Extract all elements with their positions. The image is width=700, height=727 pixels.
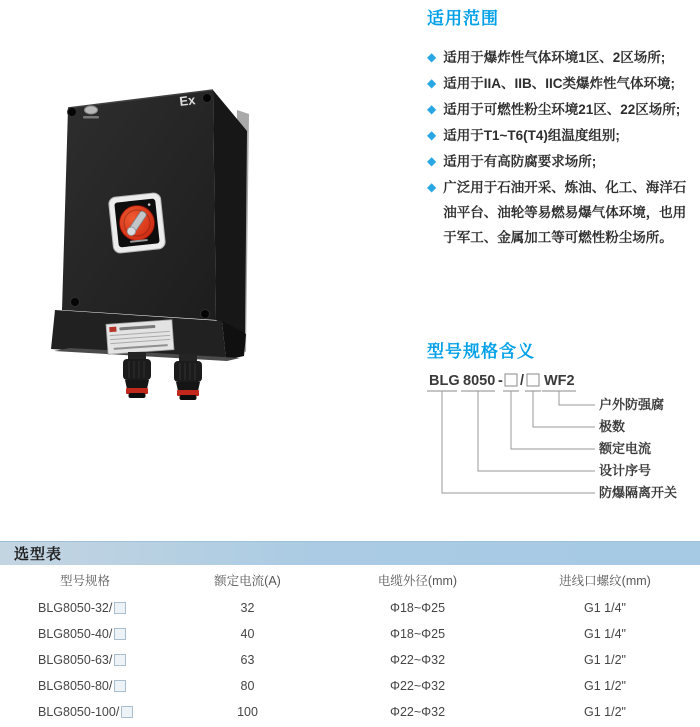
diamond-bullet-icon: ◆ <box>427 180 437 194</box>
scope-item-text: 适用于有高防腐要求场所; <box>443 154 597 169</box>
scope-item-text: 适用于爆炸性气体环境1区、2区场所; <box>443 50 666 65</box>
cable-gland-left <box>123 352 151 398</box>
model-text: BLG8050-63/ <box>38 653 113 667</box>
diagram-label-outdoor-anticorrosion: 户外防强腐 <box>599 397 665 412</box>
scope-item <box>427 97 699 122</box>
spec-table <box>0 565 700 725</box>
scope-item <box>427 71 699 96</box>
model-suffix: WF2 <box>544 373 575 389</box>
table-cell-current: 40 <box>240 627 255 641</box>
model-meaning-title: 型号规格含义 <box>427 342 535 361</box>
enclosure-side <box>213 90 247 334</box>
model-text: BLG8050-100/ <box>38 705 120 719</box>
placeholder-box-poles <box>527 374 539 386</box>
table-row-model <box>0 621 170 647</box>
scope-section <box>427 8 699 251</box>
model-text: BLG8050-32/ <box>38 601 113 615</box>
model-series: 8050 <box>463 373 496 389</box>
table-cell-current: 63 <box>240 653 255 667</box>
nameplate <box>106 320 174 355</box>
scope-item-text: 适用于可燃性粉尘环境21区、22区场所; <box>443 102 681 117</box>
diamond-bullet-icon: ◆ <box>427 50 437 64</box>
rotary-switch-panel <box>108 192 166 253</box>
model-dash: - <box>498 373 503 389</box>
diagram-label-poles: 极数 <box>599 419 626 434</box>
selection-table-header-bar <box>0 541 700 565</box>
placeholder-box <box>114 602 126 614</box>
model-breakdown-diagram <box>427 367 700 509</box>
placeholder-box <box>121 706 133 718</box>
diagram-label-switch-type: 防爆隔离开关 <box>599 485 678 500</box>
table-cell-thread: G1 1/4" <box>584 601 626 615</box>
scope-item <box>427 149 699 174</box>
table-cell-current: 32 <box>240 601 255 615</box>
scope-item <box>427 175 699 250</box>
scope-item-text: 广泛用于石油开采、炼油、化工、海洋石油平台、油轮等易燃易爆气体环境，也用于军工、金属加工等可燃性粉尘场所。 <box>443 180 687 245</box>
col-header-current: 额定电流(A) <box>214 574 281 588</box>
table-cell-thread: G1 1/2" <box>584 653 626 667</box>
model-text: BLG8050-80/ <box>38 679 113 693</box>
table-cell-cable: Φ18~Φ25 <box>389 627 446 641</box>
table-row-model <box>0 673 170 699</box>
ex-marking: Ex <box>178 92 197 109</box>
col-header-cable: 电缆外径(mm) <box>377 574 458 588</box>
explosion-proof-switch-illustration <box>30 60 370 480</box>
placeholder-box <box>114 680 126 692</box>
scope-item <box>427 123 699 148</box>
model-meaning-section <box>427 341 700 509</box>
table-cell-thread: G1 1/2" <box>584 679 626 693</box>
table-cell-cable: Φ22~Φ32 <box>389 653 446 667</box>
model-slash: / <box>520 373 525 389</box>
placeholder-box <box>114 628 126 640</box>
table-row-model <box>0 595 170 621</box>
col-header-model: 型号规格 <box>59 574 110 588</box>
model-text: BLG8050-40/ <box>38 627 113 641</box>
diagram-label-rated-current: 额定电流 <box>599 441 652 456</box>
diamond-bullet-icon: ◆ <box>427 76 437 90</box>
table-cell-thread: G1 1/2" <box>584 705 626 719</box>
col-header-thread: 进线口螺纹(mm) <box>559 574 651 588</box>
diamond-bullet-icon: ◆ <box>427 128 437 142</box>
table-cell-thread: G1 1/4" <box>584 627 626 641</box>
table-cell-current: 100 <box>237 705 258 719</box>
diamond-bullet-icon: ◆ <box>427 154 437 168</box>
placeholder-box-current <box>505 374 517 386</box>
table-cell-cable: Φ22~Φ32 <box>389 679 446 693</box>
cable-gland-right <box>174 354 202 400</box>
scope-item <box>427 45 699 70</box>
selection-table-section <box>0 541 700 725</box>
table-row-model <box>0 699 170 725</box>
selection-table-title: 选型表 <box>14 546 63 563</box>
table-cell-cable: Φ22~Φ32 <box>389 705 446 719</box>
diagram-label-design-serial: 设计序号 <box>599 463 652 478</box>
table-cell-current: 80 <box>240 679 255 693</box>
product-photo <box>30 60 370 480</box>
diamond-bullet-icon: ◆ <box>427 102 437 116</box>
placeholder-box <box>114 654 126 666</box>
brand-logo-icon <box>83 106 99 119</box>
table-row-model <box>0 647 170 673</box>
scope-item-text: 适用于IIA、IIB、IIC类爆炸性气体环境; <box>443 76 675 91</box>
scope-item-text: 适用于T1~T6(T4)组温度组别; <box>443 128 620 143</box>
model-prefix: BLG <box>429 373 460 389</box>
scope-title: 适用范围 <box>427 9 499 28</box>
scope-list <box>427 45 699 250</box>
table-cell-cable: Φ18~Φ25 <box>389 601 446 615</box>
